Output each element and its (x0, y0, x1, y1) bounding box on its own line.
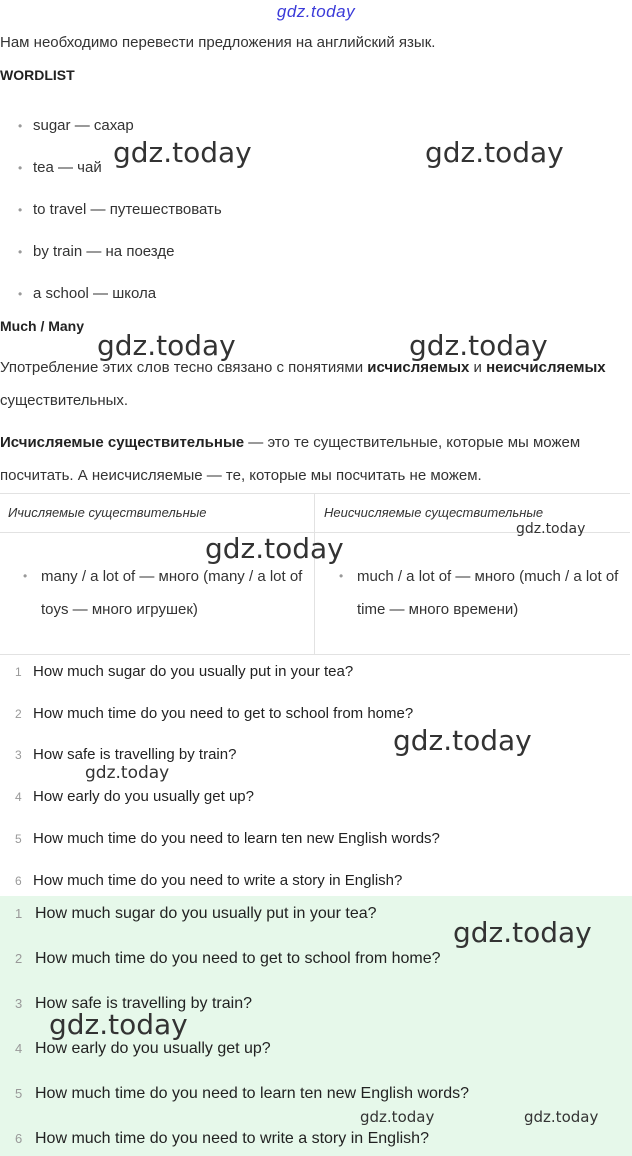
table-cell-text: much / a lot of — много (much / a lot of time — много времени) (357, 568, 619, 618)
wordlist-item (18, 159, 102, 176)
answer-item (15, 1130, 429, 1148)
question-number: 3 (15, 748, 22, 762)
answer-number: 3 (15, 996, 23, 1011)
table-header-divider (0, 532, 630, 533)
watermark: gdz.today (409, 329, 548, 362)
wordlist-item-text: by train — на поезде (33, 243, 175, 260)
bullet-icon: • (23, 569, 28, 583)
question-text: How safe is travelling by train? (33, 746, 237, 763)
answer-box (0, 896, 632, 1156)
p2-rest: — это те существительные, которые мы можем посчитать. А неисчисляемые — те, которые мы посчитать не можем. (0, 434, 581, 484)
question-number: 6 (15, 874, 22, 888)
p1-bold-countable: исчисляемых (367, 359, 470, 376)
wordlist-item-text: tea — чай (33, 159, 102, 176)
table-header-countable: Ичисляемые существительные (8, 505, 207, 520)
bullet-icon: • (18, 161, 23, 175)
watermark: gdz.today (97, 329, 236, 362)
watermark: gdz.today (453, 916, 592, 949)
question-number: 1 (15, 665, 22, 679)
bullet-icon: • (18, 203, 23, 217)
wordlist-item (18, 117, 134, 134)
answer-item (15, 995, 252, 1013)
p1-bold-uncountable: неисчисляемых (486, 359, 606, 376)
answer-item (15, 950, 441, 968)
answer-number: 4 (15, 1041, 23, 1056)
watermark: gdz.today (393, 724, 532, 757)
wordlist-item (18, 243, 174, 260)
answer-text: How much time do you need to get to school from home? (35, 950, 441, 967)
table-cell-uncountable (339, 560, 629, 626)
question-text: How much time do you need to get to school from home? (33, 705, 414, 722)
answer-text: How much sugar do you usually put in your tea? (35, 905, 377, 922)
bullet-icon: • (18, 245, 23, 259)
p1-end: существительных. (0, 392, 129, 409)
wordlist-item-text: to travel — путешествовать (33, 201, 222, 218)
question-item (15, 872, 402, 889)
question-text: How early do you usually get up? (33, 788, 254, 805)
paragraph-definition (0, 426, 610, 492)
wordlist-item-text: sugar — сахар (33, 117, 134, 134)
p2-bold: Исчисляемые существительные (0, 434, 245, 451)
bullet-icon: • (18, 287, 23, 301)
answer-item (15, 1085, 469, 1103)
table-cell-countable (23, 560, 313, 626)
table-cell-text: many / a lot of — много (many / a lot of toys — много игрушек) (41, 568, 303, 618)
answer-text: How much time do you need to write a story in English? (35, 1130, 429, 1147)
table-header-uncountable: Неисчисляемые существительные (324, 505, 544, 520)
watermark: gdz.today (360, 1108, 435, 1126)
bullet-icon: • (339, 569, 344, 583)
answer-number: 1 (15, 906, 23, 921)
answer-text: How much time do you need to learn ten new English words? (35, 1085, 470, 1102)
watermark: gdz.today (524, 1108, 599, 1126)
answer-text: How early do you usually get up? (35, 1040, 271, 1057)
question-number: 4 (15, 790, 22, 804)
answer-number: 6 (15, 1131, 23, 1146)
wordlist-item (18, 285, 156, 302)
intro-text: Нам необходимо перевести предложения на английский язык. (0, 34, 436, 51)
watermark: gdz.today (49, 1008, 188, 1041)
watermark: gdz.today (205, 532, 344, 565)
answer-number: 5 (15, 1086, 23, 1101)
wordlist-item-text: a school — школа (33, 285, 157, 302)
wordlist-heading: WORDLIST (0, 67, 75, 83)
question-item (15, 788, 254, 805)
answer-text: How safe is travelling by train? (35, 995, 252, 1012)
question-text: How much time do you need to write a story in English? (33, 872, 403, 889)
watermark: gdz.today (425, 136, 564, 169)
noun-table (0, 493, 630, 655)
watermark: gdz.today (516, 521, 586, 537)
wordlist-item (18, 201, 222, 218)
question-item (15, 705, 413, 722)
bullet-icon: • (18, 119, 23, 133)
table-divider (314, 494, 315, 654)
question-number: 5 (15, 832, 22, 846)
p1-start: Употребление этих слов тесно связано с понятиями (0, 359, 368, 376)
question-text: How much sugar do you usually put in your tea? (33, 663, 354, 680)
question-item (15, 830, 440, 847)
question-number: 2 (15, 707, 22, 721)
question-item (15, 663, 353, 680)
answer-item (15, 905, 377, 923)
watermark: gdz.today (85, 763, 170, 783)
watermark: gdz.today (113, 136, 252, 169)
paragraph-countable-uncountable (0, 351, 610, 417)
answer-item (15, 1040, 271, 1058)
much-many-heading: Much / Many (0, 318, 85, 334)
answer-number: 2 (15, 951, 23, 966)
question-item (15, 746, 236, 763)
question-text: How much time do you need to learn ten new English words? (33, 830, 440, 847)
site-logo[interactable]: gdz.today (276, 2, 356, 21)
p1-mid: и (469, 359, 487, 376)
